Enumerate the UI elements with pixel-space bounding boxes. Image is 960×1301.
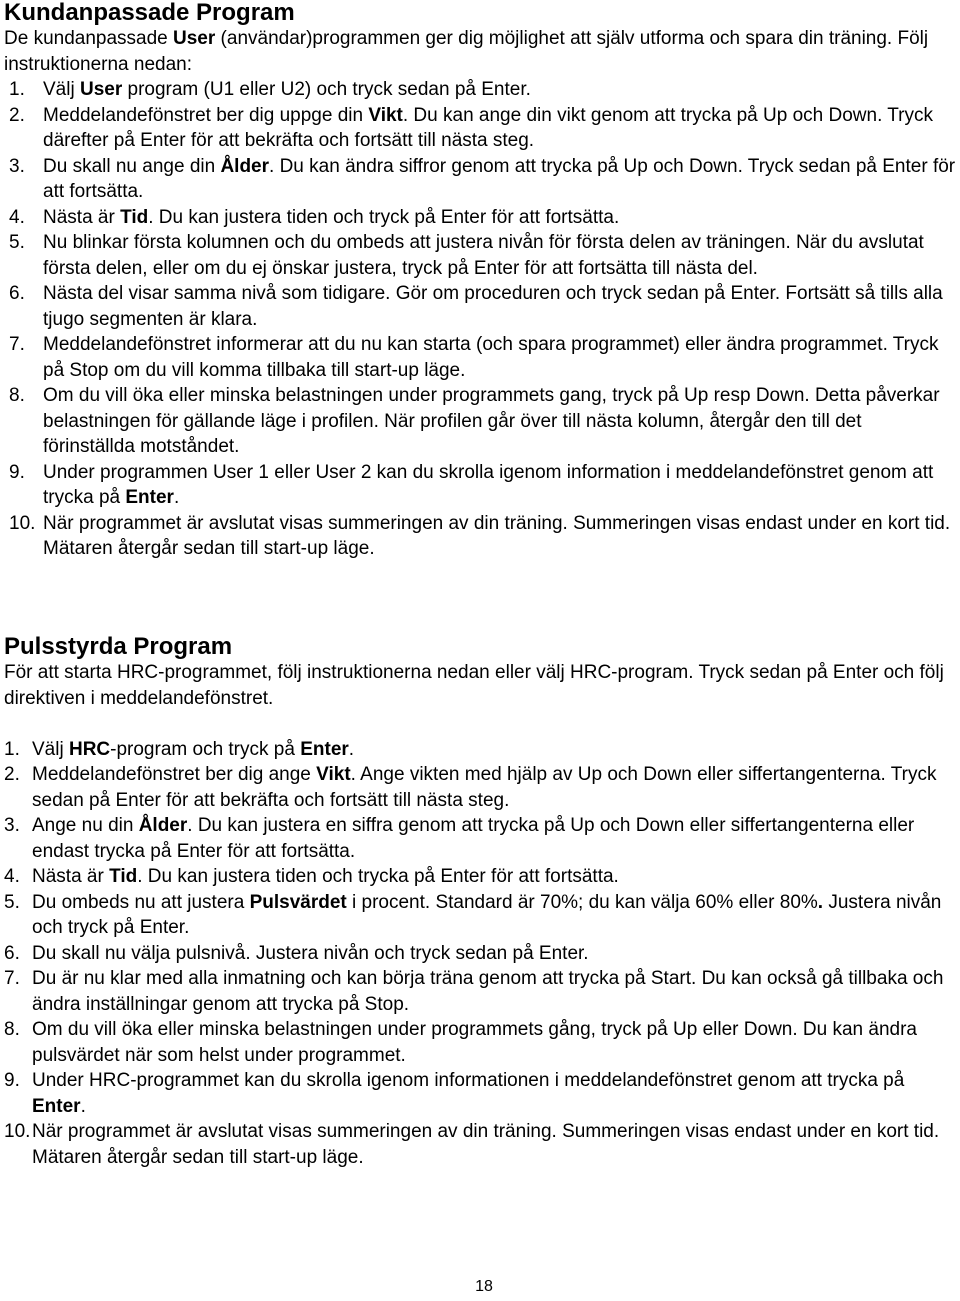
step-text <box>43 77 956 103</box>
text-run: Välj <box>32 738 69 760</box>
instruction-step <box>4 1119 956 1170</box>
text-run: Nästa är <box>43 206 121 228</box>
instruction-step <box>4 941 956 967</box>
text-run: Nästa är <box>32 866 110 887</box>
instruction-step <box>4 1068 956 1119</box>
step-text <box>32 890 956 941</box>
text-run: Du ombeds nu att justera <box>32 891 250 913</box>
text-run: Om du vill öka eller minska belastningen under programmets gang, tryck på Up resp Down. Detta påverkar belastningen för gällande läge i profilen. När profilen går över till nästa kolumn, återgår den till det förinställda motståndet. <box>43 385 940 457</box>
text-run: program (U1 eller U2) och tryck sedan på Enter. <box>122 79 531 100</box>
instruction-step <box>4 154 956 205</box>
instruction-step <box>4 332 956 383</box>
text-run: Nu blinkar första kolumnen och du ombeds att justera nivån för första delen av träningen. När du avslutat första delen, eller om du ej önskar justera, tryck på Enter för att fortsätta till nästa del. <box>43 232 924 279</box>
instruction-step <box>4 205 956 231</box>
instruction-step <box>4 281 956 332</box>
bold-term: Vikt <box>316 764 351 785</box>
step-text <box>32 737 956 763</box>
text-run: Under HRC-programmet kan du skrolla igenom informationen i meddelandefönstret genom att trycka på <box>32 1070 905 1091</box>
text-run: Nästa del visar samma nivå som tidigare. Gör om proceduren och tryck sedan på Enter. Fortsätt så tills alla tjugo segmenten är klara. <box>43 283 943 330</box>
step-number: 5. <box>4 891 20 913</box>
text-run: . Ange vikten med hjälp av Up och Down eller siffertangenterna. Tryck sedan på Enter för att bekräfta och fortsätt till nästa steg. <box>32 764 937 811</box>
text-run: -program och tryck på <box>110 738 301 760</box>
text-run: Välj <box>43 79 80 100</box>
step-text <box>43 205 956 231</box>
step-text <box>43 281 956 332</box>
step-text <box>32 1017 956 1068</box>
bold-term: Ålder <box>138 815 188 836</box>
step-number: 9. <box>4 1070 20 1091</box>
text-run: Ange nu din <box>32 815 139 836</box>
bold-term: Pulsvärdet <box>249 891 347 913</box>
step-number: 6. <box>9 283 25 304</box>
text-run: Under programmen User 1 eller User 2 kan du skrolla igenom information i meddelandefönstret genom att trycka på <box>43 461 934 508</box>
blank-line <box>4 711 956 737</box>
text-run: Meddelandefönstret ber dig uppge din <box>43 104 369 126</box>
instruction-step <box>4 77 956 103</box>
step-text <box>32 966 956 1017</box>
instruction-list <box>4 737 956 1171</box>
instruction-step <box>4 1017 956 1068</box>
section-title: Pulsstyrda Program <box>4 633 233 660</box>
step-number: 9. <box>9 461 25 483</box>
text-run: Meddelandefönstret ber dig ange <box>32 764 317 785</box>
bold-term: Vikt <box>368 104 403 126</box>
instruction-step <box>4 966 956 1017</box>
step-number: 5. <box>9 232 25 253</box>
step-text <box>32 864 956 890</box>
bold-term: . <box>817 891 824 913</box>
instruction-step <box>4 230 956 281</box>
step-text <box>32 1068 956 1119</box>
step-text <box>43 332 956 383</box>
step-text <box>32 813 956 864</box>
step-text <box>43 154 956 205</box>
text-run: När programmet är avslutat visas summeringen av din träning. Summeringen visas endast under en kort tid. Mätaren återgår sedan till start-up läge. <box>32 1121 940 1168</box>
step-number: 3. <box>4 815 20 836</box>
section-intro <box>4 26 956 77</box>
step-number: 1. <box>4 738 20 760</box>
step-text <box>43 511 956 562</box>
step-number: 4. <box>4 866 20 887</box>
text-run: . Du kan justera en siffra genom att trycka på Up och Down eller siffertangenterna eller endast trycka på Enter för att fortsätta. <box>32 815 915 862</box>
instruction-step <box>4 383 956 460</box>
step-number: 4. <box>9 206 25 228</box>
step-number: 2. <box>9 104 25 126</box>
step-number: 1. <box>9 79 25 100</box>
text-run: i procent. Standard är 70%; du kan välja 60% eller 80% <box>346 891 818 913</box>
step-number: 2. <box>4 764 20 785</box>
heart-rate-program-section <box>4 634 956 1170</box>
instruction-list <box>4 77 956 562</box>
step-number: 7. <box>4 968 20 989</box>
text-run: . Du kan justera tiden och tryck på Enter för att fortsätta. <box>148 206 620 228</box>
step-text <box>32 762 956 813</box>
text-run: . Du kan justera tiden och trycka på Enter för att fortsätta. <box>137 866 619 887</box>
section-title: Kundanpassade Program <box>4 0 295 26</box>
bold-term: HRC <box>68 738 111 760</box>
step-text <box>43 383 956 460</box>
step-number: 8. <box>9 385 25 406</box>
step-number: 7. <box>9 334 25 355</box>
bold-term: Tid <box>109 866 138 887</box>
instruction-step <box>4 460 956 511</box>
step-text <box>43 460 956 511</box>
step-number: 3. <box>9 155 25 177</box>
bold-term: Enter <box>125 487 174 508</box>
text-run: Justera nivån och tryck på Enter. <box>32 891 942 938</box>
step-text <box>32 941 956 967</box>
instruction-step <box>4 864 956 890</box>
text-run: . Du kan ändra siffror genom att trycka på Up och Down. Tryck sedan på Enter för att fortsätta. <box>43 155 956 202</box>
section-intro <box>4 660 956 711</box>
step-number: 10. <box>9 512 36 534</box>
instruction-step <box>4 511 956 562</box>
text-run: . <box>348 738 355 760</box>
bold-term: User <box>173 28 216 49</box>
text-run: För att starta HRC-programmet, följ instruktionerna nedan eller välj HRC-program. Tryck sedan på Enter och följ direktiven i meddelandefönstret. <box>4 662 944 709</box>
text-run: När programmet är avslutat visas summeringen av din träning. Summeringen visas endast under en kort tid. Mätaren återgår sedan till start-up läge. <box>43 512 951 559</box>
text-run: Du skall nu välja pulsnivå. Justera nivån och tryck sedan på Enter. <box>32 942 589 964</box>
bold-term: Enter <box>32 1095 81 1117</box>
custom-program-section <box>4 0 956 562</box>
text-run: . Du kan ange din vikt genom att trycka på Up och Down. Tryck därefter på Enter för att bekräfta och fortsätt till nästa steg. <box>43 104 934 151</box>
text-run: Du skall nu ange din <box>43 155 221 177</box>
text-run: De kundanpassade <box>4 28 174 49</box>
bold-term: User <box>79 79 123 100</box>
bold-term: Tid <box>120 206 149 228</box>
instruction-step <box>4 890 956 941</box>
instruction-step <box>4 103 956 154</box>
bold-term: Ålder <box>220 155 270 177</box>
text-run: Du är nu klar med alla inmatning och kan börja träna genom att trycka på Start. Du kan också gå tillbaka och ändra inställningar genom att trycka på Stop. <box>32 968 944 1015</box>
text-run: Meddelandefönstret informerar att du nu kan starta (och spara programmet) eller ändra programmet. Tryck på Stop om du vill komma tillbaka till start-up läge. <box>43 334 939 381</box>
text-run: . <box>173 487 180 508</box>
instruction-step <box>4 762 956 813</box>
text-run: Om du vill öka eller minska belastningen under programmets gång, tryck på Up eller Down. Du kan ändra pulsvärdet när som helst under programmet. <box>32 1019 917 1066</box>
step-text <box>32 1119 956 1170</box>
page-number: 18 <box>475 1278 493 1295</box>
step-text <box>43 103 956 154</box>
step-number: 8. <box>4 1019 20 1040</box>
instruction-step <box>4 813 956 864</box>
step-number: 6. <box>4 942 20 964</box>
step-number: 10. <box>4 1121 31 1142</box>
instruction-step <box>4 737 956 763</box>
bold-term: Enter <box>300 738 349 760</box>
text-run: . <box>80 1095 86 1117</box>
text-run: (användar)programmen ger dig möjlighet att själv utforma och spara din träning. Följ instruktionerna nedan: <box>4 28 929 75</box>
step-text <box>43 230 956 281</box>
